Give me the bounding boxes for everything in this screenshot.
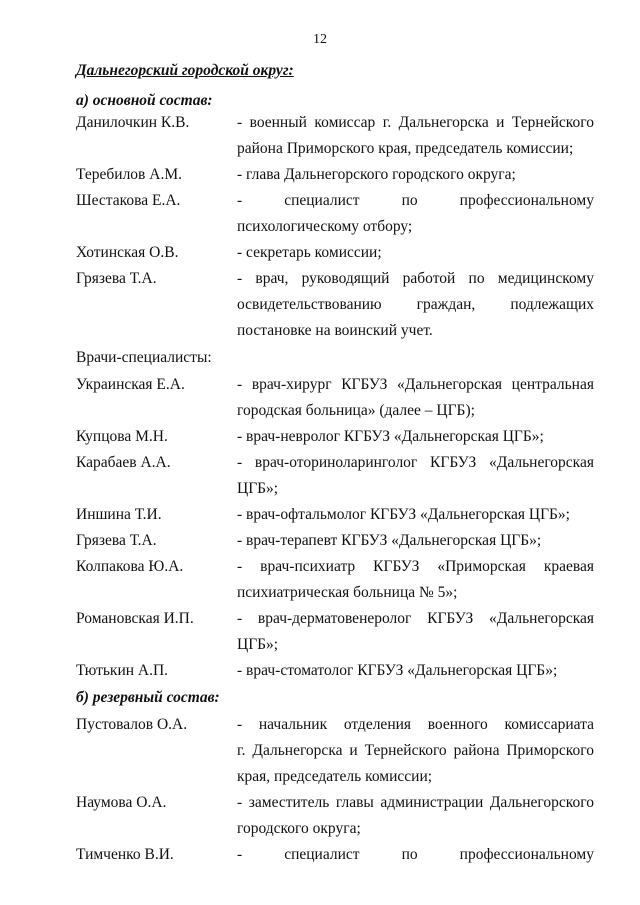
district-title: Дальнегорский городской округ: (76, 62, 294, 79)
member-role (237, 842, 594, 868)
role-line: - заместитель главы администрации Дальнегорского (237, 794, 594, 811)
role-line: городского округа; (237, 820, 361, 837)
role-line: - врач-хирург КГБУЗ «Дальнегорская центральная (237, 376, 594, 393)
member-name: Теребилов А.М. (76, 166, 182, 183)
member-role (237, 188, 594, 240)
member-name: Грязева Т.А. (76, 270, 157, 287)
role-line: района Приморского края, председатель комиссии; (237, 140, 574, 157)
role-line: городская больница» (далее – ЦГБ); (237, 402, 475, 419)
member-role (237, 372, 594, 424)
role-line: ЦГБ»; (237, 480, 279, 497)
member-name: Пустовалов О.А. (76, 716, 188, 733)
member-name: Грязева Т.А. (76, 532, 157, 549)
member-role (237, 528, 594, 554)
role-line: - специалист по профессиональному (237, 192, 594, 209)
role-line: освидетельствованию граждан, подлежащих (237, 296, 594, 313)
member-role (237, 266, 594, 344)
member-name: Тютькин А.П. (76, 662, 169, 679)
member-name: Украинская Е.А. (76, 376, 185, 393)
member-name: Колпакова Ю.А. (76, 558, 184, 575)
member-role (237, 658, 594, 684)
member-role (237, 606, 594, 658)
role-line: края, председатель комиссии; (237, 768, 433, 785)
role-line: - глава Дальнегорского городского округа; (237, 166, 516, 183)
member-role (237, 712, 594, 790)
role-line: - врач-офтальмолог КГБУЗ «Дальнегорская ЦГБ»; (237, 506, 570, 523)
member-name: Романовская И.П. (76, 610, 194, 627)
role-line: - врач-невролог КГБУЗ «Дальнегорская ЦГБ»; (237, 428, 544, 445)
member-role (237, 110, 594, 162)
role-line: постановке на воинский учет. (237, 322, 433, 339)
role-line: - врач, руководящий работой по медицинскому (237, 270, 594, 287)
main-composition-heading: а) основной состав: (76, 92, 213, 109)
role-line: - врач-терапевт КГБУЗ «Дальнегорская ЦГБ»; (237, 532, 542, 549)
role-line: - начальник отделения военного комиссариата (237, 716, 594, 733)
member-name: Данилочкин К.В. (76, 114, 190, 131)
member-name: Карабаев А.А. (76, 454, 171, 471)
reserve-composition-heading: б) резервный состав: (76, 689, 220, 706)
member-name: Шестакова Е.А. (76, 192, 181, 209)
member-name: Тимченко В.И. (76, 846, 174, 863)
role-line: г. Дальнегорска и Тернейского района Приморского (237, 742, 594, 759)
member-role (237, 162, 594, 188)
member-role (237, 240, 594, 266)
member-role (237, 502, 594, 528)
role-line: - врач-стоматолог КГБУЗ «Дальнегорская ЦГБ»; (237, 662, 558, 679)
role-line: - врач-дерматовенеролог КГБУЗ «Дальнегорская (237, 610, 594, 627)
member-role (237, 554, 594, 606)
member-name: Наумова О.А. (76, 794, 167, 811)
role-line: психиатрическая больница № 5»; (237, 584, 458, 601)
member-name: Хотинская О.В. (76, 244, 179, 261)
role-line: - секретарь комиссии; (237, 244, 382, 261)
specialists-label: Врачи-специалисты: (76, 349, 212, 366)
member-role (237, 450, 594, 502)
role-line: - врач-оториноларинголог КГБУЗ «Дальнегорская (237, 454, 594, 471)
role-line: ЦГБ»; (237, 636, 279, 653)
member-role (237, 790, 594, 842)
role-line: - врач-психиатр КГБУЗ «Приморская краевая (237, 558, 594, 575)
member-name: Иншина Т.И. (76, 506, 162, 523)
member-name: Купцова М.Н. (76, 428, 168, 445)
page-number: 12 (313, 32, 327, 47)
role-line: - специалист по профессиональному (237, 846, 594, 863)
role-line: - военный комиссар г. Дальнегорска и Тернейского (237, 114, 594, 131)
role-line: психологическому отбору; (237, 218, 413, 235)
member-role (237, 424, 594, 450)
